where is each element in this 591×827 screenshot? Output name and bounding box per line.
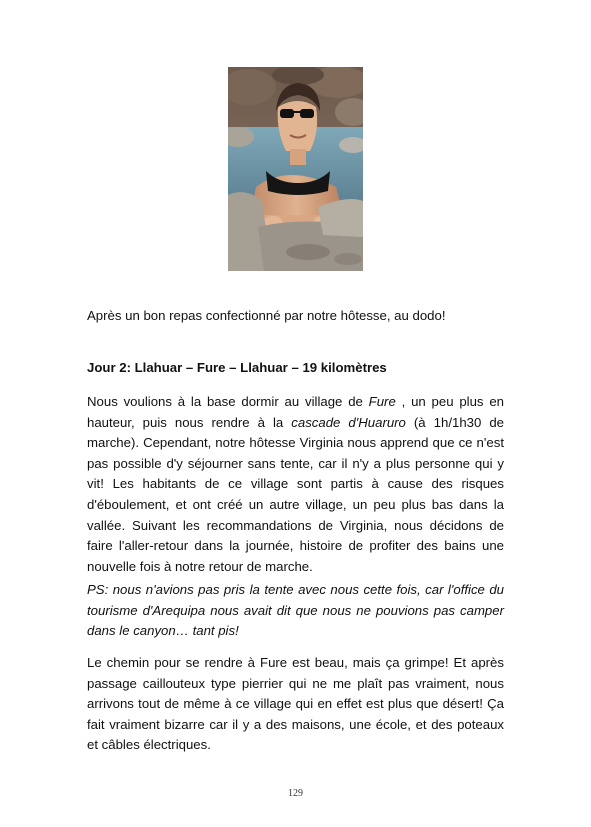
page-number: 129 <box>288 788 303 799</box>
paragraph-3: Le chemin pour se rendre à Fure est beau, mais ça grimpe! Et après passage caillouteux type pierrier qui ne me plaît pas vraiment, nous arrivons tout de même à ce village qui en effet est plus que désert! Ça fait vraiment bizarre car il y a des maisons, une école, et des poteaux et câbles électriques. <box>87 655 504 753</box>
paragraph-ps: PS: nous n'avions pas pris la tente avec nous cette fois, car l'office du tourisme d'Arequipa nous avait dit que nous ne pouvions pas camper dans le canyon… tant pis! <box>87 582 504 639</box>
paragraph-intro: Après un bon repas confectionné par notre hôtesse, au dodo! <box>87 308 446 323</box>
section-heading: Jour 2: Llahuar – Fure – Llahuar – 19 kilomètres <box>87 360 387 375</box>
place-fure: Fure <box>368 394 396 409</box>
photo-woman-hot-spring <box>228 67 363 271</box>
place-cascade: cascade d'Huaruro <box>291 414 406 430</box>
paragraph-1-text-a: Nous voulions à la base dormir au village de <box>87 394 369 409</box>
paragraph-1-text-c: (à 1h/1h30 de marche). Cependant, notre hôtesse Virginia nous apprend que ce n'est pas possible d'y séjourner sans tente, car il n'y a plus personne qui y vit! Les habitants de ce village sont partis à cause des risques d'éboulement, et ont créé un autre village, un peu plus bas dans la vallée. Suivant les recommandations de Virginia, nous décidons de faire l'aller-retour dans la journée, histoire de profiter des bains une nouvelle fois à notre retour de marche. <box>87 414 505 574</box>
paragraph-1-text-b: , un peu plus en hauteur, puis nous rendre à la <box>87 394 504 430</box>
paragraph-1 <box>87 392 504 577</box>
